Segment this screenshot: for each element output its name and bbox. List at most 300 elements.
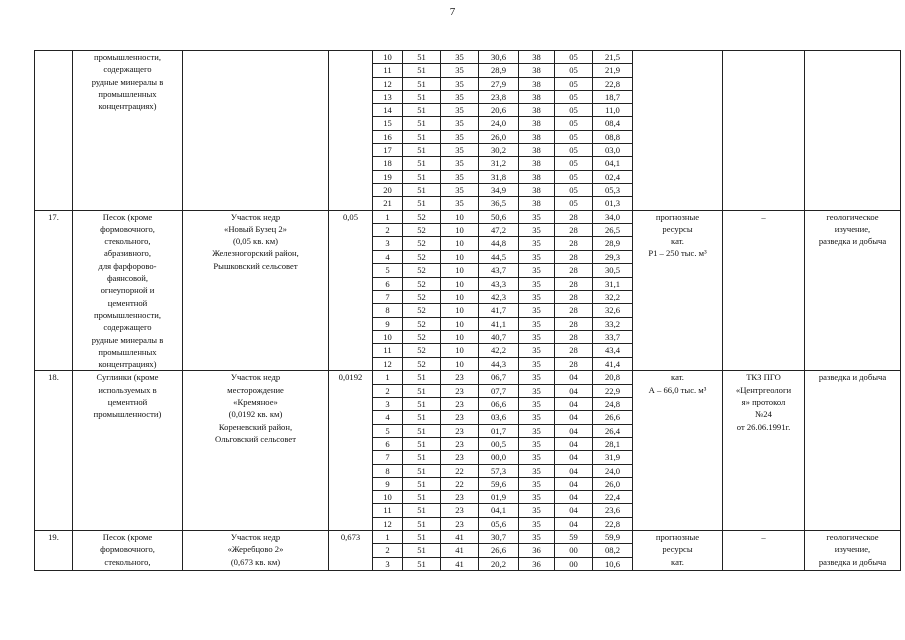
lat-sec: 41,7: [479, 304, 519, 317]
lon-min: 05: [555, 130, 593, 143]
approval-document: –: [723, 210, 805, 371]
row-number: [35, 51, 73, 211]
purpose: [805, 51, 901, 211]
lon-sec: 32,6: [593, 304, 633, 317]
lat-sec: 41,1: [479, 317, 519, 330]
lat-deg: 51: [403, 517, 441, 530]
lon-sec: 08,4: [593, 117, 633, 130]
point-number: 3: [373, 557, 403, 570]
lat-deg: 51: [403, 464, 441, 477]
area: 0,673: [329, 530, 373, 570]
lat-sec: 01,7: [479, 424, 519, 437]
lon-deg: 35: [519, 290, 555, 303]
lon-min: 05: [555, 117, 593, 130]
lon-sec: 08,2: [593, 544, 633, 557]
lat-sec: 28,9: [479, 64, 519, 77]
point-number: 2: [373, 544, 403, 557]
lon-deg: 35: [519, 331, 555, 344]
lat-sec: 43,3: [479, 277, 519, 290]
approval-document: –: [723, 530, 805, 570]
lon-sec: 01,3: [593, 197, 633, 210]
lon-sec: 26,5: [593, 223, 633, 236]
lon-min: 28: [555, 290, 593, 303]
lat-sec: 24,0: [479, 117, 519, 130]
row-number: 18.: [35, 371, 73, 531]
lon-min: 04: [555, 491, 593, 504]
lat-min: 41: [441, 557, 479, 570]
point-number: 8: [373, 304, 403, 317]
site-description: Участок недр месторождение «Кремяное» (0,0192 кв. км) Кореневский район, Ольговский сельсовет: [183, 371, 329, 531]
lat-sec: 26,6: [479, 544, 519, 557]
lat-sec: 50,6: [479, 210, 519, 223]
lat-sec: 31,2: [479, 157, 519, 170]
lon-min: 05: [555, 157, 593, 170]
lon-sec: 18,7: [593, 90, 633, 103]
lat-min: 10: [441, 264, 479, 277]
lon-sec: 04,1: [593, 157, 633, 170]
lon-deg: 38: [519, 117, 555, 130]
lon-sec: 28,9: [593, 237, 633, 250]
lat-deg: 52: [403, 290, 441, 303]
lon-deg: 35: [519, 357, 555, 371]
lon-deg: 35: [519, 371, 555, 384]
resources: прогнозные ресурсы кат.: [633, 530, 723, 570]
lat-min: 35: [441, 90, 479, 103]
lon-min: 28: [555, 250, 593, 263]
lon-min: 04: [555, 451, 593, 464]
lat-sec: 44,8: [479, 237, 519, 250]
lon-min: 28: [555, 344, 593, 357]
lat-deg: 51: [403, 77, 441, 90]
point-number: 3: [373, 398, 403, 411]
table-row: [35, 371, 901, 384]
point-number: 10: [373, 331, 403, 344]
lat-min: 10: [441, 290, 479, 303]
lon-min: 28: [555, 317, 593, 330]
point-number: 6: [373, 277, 403, 290]
lon-sec: 33,7: [593, 331, 633, 344]
lat-sec: 00,5: [479, 437, 519, 450]
lat-deg: 51: [403, 491, 441, 504]
approval-document: ТКЗ ПГО «Центргеологи я» протокол №24 от 26.06.1991г.: [723, 371, 805, 531]
lat-min: 10: [441, 237, 479, 250]
lat-deg: 51: [403, 64, 441, 77]
lon-sec: 41,4: [593, 357, 633, 371]
lon-min: 04: [555, 477, 593, 490]
approval-document: [723, 51, 805, 211]
lon-deg: 35: [519, 398, 555, 411]
lat-min: 23: [441, 371, 479, 384]
lat-min: 41: [441, 530, 479, 543]
lon-deg: 38: [519, 170, 555, 183]
lon-min: 04: [555, 411, 593, 424]
lon-min: 04: [555, 424, 593, 437]
register-body: [35, 51, 901, 571]
lat-min: 23: [441, 491, 479, 504]
point-number: 15: [373, 117, 403, 130]
lon-min: 04: [555, 384, 593, 397]
area: 0,0192: [329, 371, 373, 531]
mineral-name: Песок (кроме формовочного, стекольного, абразивного, для фарфорово- фаянсовой, огнеупорной и цементной промышленности, содержащего рудные минералы в промышленных концентрациях): [73, 210, 183, 371]
lat-min: 10: [441, 277, 479, 290]
point-number: 3: [373, 237, 403, 250]
lon-sec: 30,5: [593, 264, 633, 277]
lat-deg: 51: [403, 371, 441, 384]
lon-deg: 38: [519, 77, 555, 90]
lon-min: 05: [555, 183, 593, 196]
lon-sec: 20,8: [593, 371, 633, 384]
lon-min: 28: [555, 277, 593, 290]
lon-deg: 38: [519, 197, 555, 210]
lon-sec: 22,8: [593, 517, 633, 530]
lon-deg: 35: [519, 491, 555, 504]
lon-deg: 35: [519, 530, 555, 543]
purpose: разведка и добыча: [805, 371, 901, 531]
lon-deg: 38: [519, 157, 555, 170]
lat-sec: 26,0: [479, 130, 519, 143]
lat-min: 35: [441, 170, 479, 183]
lat-sec: 44,3: [479, 357, 519, 371]
lon-min: 05: [555, 104, 593, 117]
lon-sec: 59,9: [593, 530, 633, 543]
lat-min: 41: [441, 544, 479, 557]
lon-deg: 35: [519, 210, 555, 223]
lat-min: 35: [441, 77, 479, 90]
lon-sec: 21,5: [593, 51, 633, 64]
lon-deg: 35: [519, 437, 555, 450]
resources: прогнозные ресурсы кат. Р1 – 250 тыс. м³: [633, 210, 723, 371]
lon-min: 28: [555, 331, 593, 344]
lon-min: 04: [555, 398, 593, 411]
point-number: 11: [373, 504, 403, 517]
lon-deg: 35: [519, 344, 555, 357]
point-number: 17: [373, 144, 403, 157]
table-row: [35, 210, 901, 223]
lon-deg: 35: [519, 451, 555, 464]
lat-min: 23: [441, 504, 479, 517]
lon-sec: 34,0: [593, 210, 633, 223]
lat-deg: 52: [403, 250, 441, 263]
lat-deg: 51: [403, 183, 441, 196]
lat-deg: 52: [403, 317, 441, 330]
lon-deg: 35: [519, 237, 555, 250]
lat-deg: 52: [403, 264, 441, 277]
lon-min: 05: [555, 77, 593, 90]
table-row: [35, 51, 901, 64]
lon-deg: 35: [519, 504, 555, 517]
lon-deg: 36: [519, 544, 555, 557]
point-number: 14: [373, 104, 403, 117]
mineral-name: промышленности, содержащего рудные минералы в промышленных концентрациях): [73, 51, 183, 211]
lon-min: 00: [555, 557, 593, 570]
lat-min: 10: [441, 250, 479, 263]
lat-deg: 52: [403, 357, 441, 371]
lon-min: 04: [555, 504, 593, 517]
lat-deg: 51: [403, 424, 441, 437]
point-number: 1: [373, 530, 403, 543]
lat-deg: 51: [403, 197, 441, 210]
lat-deg: 51: [403, 530, 441, 543]
lon-sec: 31,9: [593, 451, 633, 464]
lat-min: 23: [441, 451, 479, 464]
lon-deg: 35: [519, 464, 555, 477]
lon-sec: 26,4: [593, 424, 633, 437]
lat-deg: 51: [403, 411, 441, 424]
lon-sec: 31,1: [593, 277, 633, 290]
lat-min: 22: [441, 464, 479, 477]
lat-sec: 23,8: [479, 90, 519, 103]
lat-deg: 52: [403, 304, 441, 317]
lat-min: 35: [441, 104, 479, 117]
mineral-name: Песок (кроме формовочного, стекольного,: [73, 530, 183, 570]
lat-deg: 51: [403, 51, 441, 64]
point-number: 2: [373, 384, 403, 397]
lon-sec: 03,0: [593, 144, 633, 157]
site-description: Участок недр «Новый Бузец 2» (0,05 кв. км) Железногорский район, Рышковский сельсовет: [183, 210, 329, 371]
lat-sec: 20,6: [479, 104, 519, 117]
lat-min: 23: [441, 411, 479, 424]
lon-deg: 35: [519, 477, 555, 490]
lon-sec: 43,4: [593, 344, 633, 357]
lon-min: 05: [555, 170, 593, 183]
point-number: 5: [373, 264, 403, 277]
lon-deg: 38: [519, 64, 555, 77]
lat-sec: 30,2: [479, 144, 519, 157]
lat-deg: 51: [403, 504, 441, 517]
lat-min: 35: [441, 144, 479, 157]
lat-sec: 06,6: [479, 398, 519, 411]
point-number: 21: [373, 197, 403, 210]
area: [329, 51, 373, 211]
purpose: геологическое изучение, разведка и добыча: [805, 210, 901, 371]
lat-sec: 00,0: [479, 451, 519, 464]
lon-min: 04: [555, 464, 593, 477]
lon-sec: 24,0: [593, 464, 633, 477]
point-number: 12: [373, 77, 403, 90]
lat-deg: 52: [403, 344, 441, 357]
lon-min: 05: [555, 197, 593, 210]
point-number: 10: [373, 51, 403, 64]
lon-min: 04: [555, 371, 593, 384]
lat-deg: 51: [403, 170, 441, 183]
site-description: Участок недр «Жеребцово 2» (0,673 кв. км): [183, 530, 329, 570]
lon-min: 28: [555, 357, 593, 371]
lat-sec: 43,7: [479, 264, 519, 277]
point-number: 5: [373, 424, 403, 437]
lat-sec: 27,9: [479, 77, 519, 90]
lat-min: 23: [441, 384, 479, 397]
lat-sec: 20,2: [479, 557, 519, 570]
lat-deg: 51: [403, 144, 441, 157]
lon-min: 59: [555, 530, 593, 543]
lon-sec: 02,4: [593, 170, 633, 183]
point-number: 4: [373, 250, 403, 263]
point-number: 7: [373, 290, 403, 303]
lon-sec: 08,8: [593, 130, 633, 143]
lat-min: 23: [441, 398, 479, 411]
lon-deg: 35: [519, 384, 555, 397]
point-number: 12: [373, 357, 403, 371]
lat-deg: 51: [403, 544, 441, 557]
lat-min: 10: [441, 223, 479, 236]
lat-sec: 01,9: [479, 491, 519, 504]
point-number: 20: [373, 183, 403, 196]
point-number: 9: [373, 317, 403, 330]
lat-deg: 51: [403, 130, 441, 143]
lat-min: 10: [441, 357, 479, 371]
point-number: 18: [373, 157, 403, 170]
lat-sec: 03,6: [479, 411, 519, 424]
lat-deg: 51: [403, 384, 441, 397]
lon-sec: 11,0: [593, 104, 633, 117]
point-number: 1: [373, 371, 403, 384]
lon-sec: 26,0: [593, 477, 633, 490]
lat-deg: 51: [403, 398, 441, 411]
lon-min: 00: [555, 544, 593, 557]
lat-sec: 42,2: [479, 344, 519, 357]
lat-min: 35: [441, 130, 479, 143]
lat-sec: 04,1: [479, 504, 519, 517]
lon-sec: 28,1: [593, 437, 633, 450]
lat-sec: 06,7: [479, 371, 519, 384]
lon-sec: 32,2: [593, 290, 633, 303]
point-number: 1: [373, 210, 403, 223]
lon-deg: 35: [519, 264, 555, 277]
lat-deg: 51: [403, 157, 441, 170]
lat-min: 10: [441, 317, 479, 330]
point-number: 13: [373, 90, 403, 103]
point-number: 10: [373, 491, 403, 504]
lon-sec: 22,4: [593, 491, 633, 504]
lat-sec: 47,2: [479, 223, 519, 236]
lon-deg: 35: [519, 424, 555, 437]
lat-deg: 52: [403, 237, 441, 250]
lat-min: 10: [441, 331, 479, 344]
lat-sec: 42,3: [479, 290, 519, 303]
lat-min: 23: [441, 517, 479, 530]
lon-deg: 38: [519, 90, 555, 103]
mineral-name: Суглинки (кроме используемых в цементной промышленности): [73, 371, 183, 531]
licensing-register-table: [34, 50, 901, 571]
lon-min: 05: [555, 64, 593, 77]
lat-deg: 51: [403, 451, 441, 464]
lon-sec: 05,3: [593, 183, 633, 196]
lat-deg: 51: [403, 117, 441, 130]
lat-sec: 30,7: [479, 530, 519, 543]
area: 0,05: [329, 210, 373, 371]
lon-deg: 38: [519, 51, 555, 64]
lon-min: 28: [555, 210, 593, 223]
lon-sec: 33,2: [593, 317, 633, 330]
lon-sec: 26,6: [593, 411, 633, 424]
lat-min: 35: [441, 183, 479, 196]
lat-sec: 30,6: [479, 51, 519, 64]
lon-deg: 38: [519, 104, 555, 117]
lat-sec: 07,7: [479, 384, 519, 397]
lat-sec: 59,6: [479, 477, 519, 490]
lon-deg: 35: [519, 223, 555, 236]
lon-deg: 38: [519, 183, 555, 196]
lat-min: 23: [441, 424, 479, 437]
lat-sec: 40,7: [479, 331, 519, 344]
lat-sec: 05,6: [479, 517, 519, 530]
lon-deg: 35: [519, 411, 555, 424]
lat-deg: 51: [403, 437, 441, 450]
lat-deg: 51: [403, 557, 441, 570]
lon-deg: 38: [519, 144, 555, 157]
lon-sec: 22,8: [593, 77, 633, 90]
lat-min: 22: [441, 477, 479, 490]
lon-sec: 29,3: [593, 250, 633, 263]
table-row: [35, 530, 901, 543]
lon-deg: 38: [519, 130, 555, 143]
lat-sec: 44,5: [479, 250, 519, 263]
lat-deg: 51: [403, 104, 441, 117]
lat-deg: 52: [403, 277, 441, 290]
lon-sec: 24,8: [593, 398, 633, 411]
lat-min: 35: [441, 197, 479, 210]
lat-deg: 51: [403, 90, 441, 103]
lon-min: 28: [555, 223, 593, 236]
point-number: 8: [373, 464, 403, 477]
point-number: 11: [373, 344, 403, 357]
lon-deg: 35: [519, 304, 555, 317]
lon-sec: 21,9: [593, 64, 633, 77]
lat-min: 10: [441, 344, 479, 357]
resources: [633, 51, 723, 211]
lat-min: 23: [441, 437, 479, 450]
row-number: 19.: [35, 530, 73, 570]
point-number: 12: [373, 517, 403, 530]
lon-sec: 22,9: [593, 384, 633, 397]
lat-deg: 51: [403, 477, 441, 490]
lon-min: 05: [555, 144, 593, 157]
lat-min: 35: [441, 117, 479, 130]
lat-sec: 36,5: [479, 197, 519, 210]
lat-deg: 52: [403, 331, 441, 344]
lon-deg: 35: [519, 517, 555, 530]
lon-min: 04: [555, 517, 593, 530]
lat-deg: 52: [403, 210, 441, 223]
site-description: [183, 51, 329, 211]
lon-min: 28: [555, 264, 593, 277]
lon-min: 28: [555, 304, 593, 317]
lat-sec: 34,9: [479, 183, 519, 196]
lat-min: 35: [441, 51, 479, 64]
point-number: 4: [373, 411, 403, 424]
lon-deg: 35: [519, 277, 555, 290]
lat-min: 35: [441, 64, 479, 77]
point-number: 11: [373, 64, 403, 77]
lat-sec: 57,3: [479, 464, 519, 477]
lon-min: 04: [555, 437, 593, 450]
lat-sec: 31,8: [479, 170, 519, 183]
row-number: 17.: [35, 210, 73, 371]
lon-min: 28: [555, 237, 593, 250]
lon-sec: 10,6: [593, 557, 633, 570]
lon-deg: 35: [519, 317, 555, 330]
lon-sec: 23,6: [593, 504, 633, 517]
point-number: 6: [373, 437, 403, 450]
lon-deg: 36: [519, 557, 555, 570]
lon-min: 05: [555, 90, 593, 103]
point-number: 2: [373, 223, 403, 236]
lat-min: 35: [441, 157, 479, 170]
lon-min: 05: [555, 51, 593, 64]
lat-deg: 52: [403, 223, 441, 236]
resources: кат. А – 66,0 тыс. м³: [633, 371, 723, 531]
point-number: 19: [373, 170, 403, 183]
